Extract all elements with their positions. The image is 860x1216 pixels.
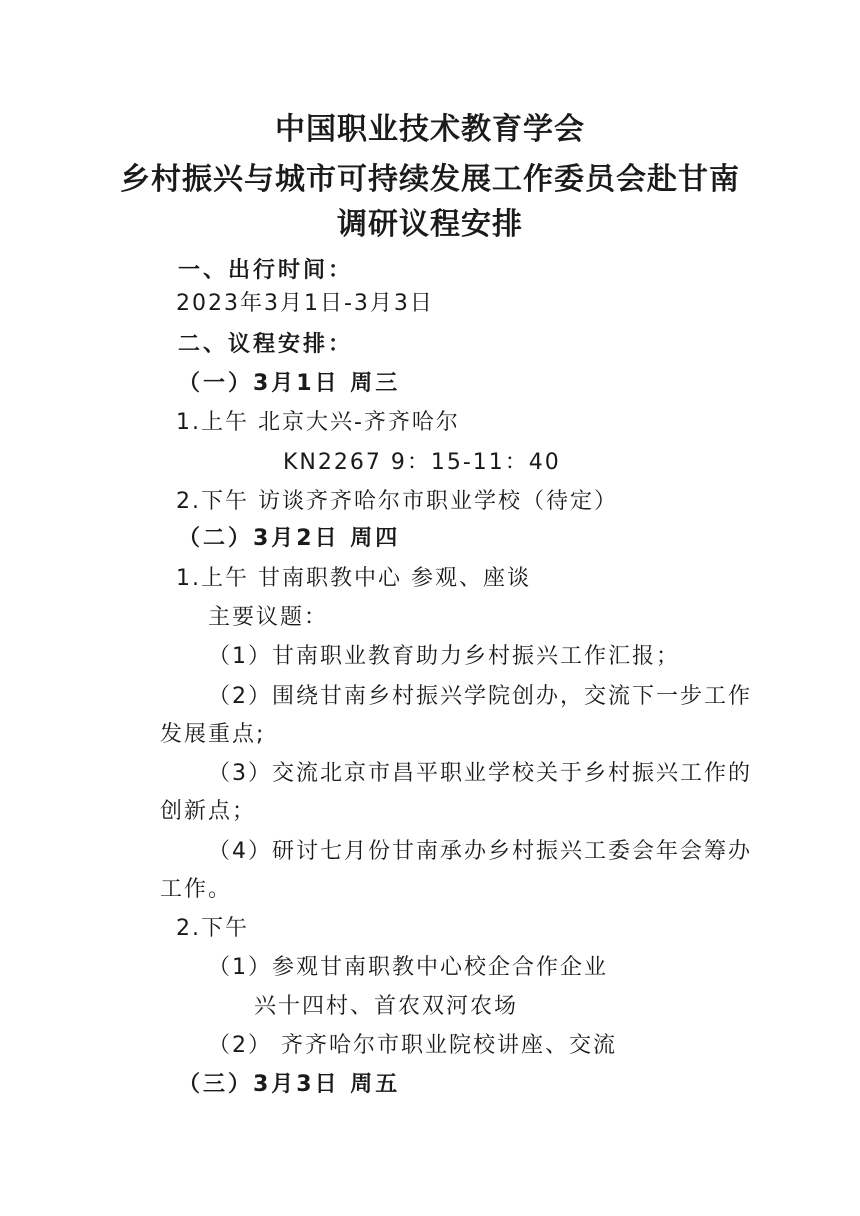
day-2-morning-item: 1.上午 甘南职教中心 参观、座谈 xyxy=(176,566,531,591)
topics-label: 主要议题： xyxy=(208,605,329,630)
topic-3-line-1: （3）交流北京市昌平职业学校关于乡村振兴工作的 xyxy=(208,761,752,786)
day-1-morning-item: 1.上午 北京大兴-齐齐哈尔 xyxy=(176,410,460,435)
topic-2-line-1: （2）围绕甘南乡村振兴学院创办，交流下一步工作 xyxy=(208,684,752,709)
topic-1: （1）甘南职业教育助力乡村振兴工作汇报； xyxy=(208,644,680,669)
day-1-flight-info: KN2267 9：15-11：40 xyxy=(283,450,561,475)
section-1-heading: 一、出行时间： xyxy=(178,258,354,283)
title-line-1: 中国职业技术教育学会 xyxy=(275,112,585,147)
travel-date-range: 2023年3月1日-3月3日 xyxy=(176,291,434,316)
day-2-heading: （二）3月2日 周四 xyxy=(178,526,401,551)
afternoon-activity-2: （2） 齐齐哈尔市职业院校讲座、交流 xyxy=(208,1033,617,1058)
day-1-afternoon-item: 2.下午 访谈齐齐哈尔市职业学校（待定） xyxy=(176,489,618,514)
afternoon-activity-1-line-2: 兴十四村、首农双河农场 xyxy=(254,994,519,1019)
topic-4-line-2: 工作。 xyxy=(160,877,233,902)
topic-4-line-1: （4）研讨七月份甘南承办乡村振兴工委会年会筹办 xyxy=(208,839,752,864)
topic-3-line-2: 创新点； xyxy=(160,799,257,824)
section-2-heading: 二、议程安排： xyxy=(178,332,354,357)
day-3-heading: （三）3月3日 周五 xyxy=(178,1072,401,1097)
day-1-heading: （一）3月1日 周三 xyxy=(178,371,401,396)
afternoon-activity-1-line-1: （1）参观甘南职教中心校企合作企业 xyxy=(208,955,608,980)
title-line-2: 乡村振兴与城市可持续发展工作委员会赴甘南 xyxy=(120,162,740,197)
title-line-3: 调研议程安排 xyxy=(337,207,523,242)
day-2-afternoon-item: 2.下午 xyxy=(176,916,249,941)
topic-2-line-2: 发展重点; xyxy=(160,722,266,747)
